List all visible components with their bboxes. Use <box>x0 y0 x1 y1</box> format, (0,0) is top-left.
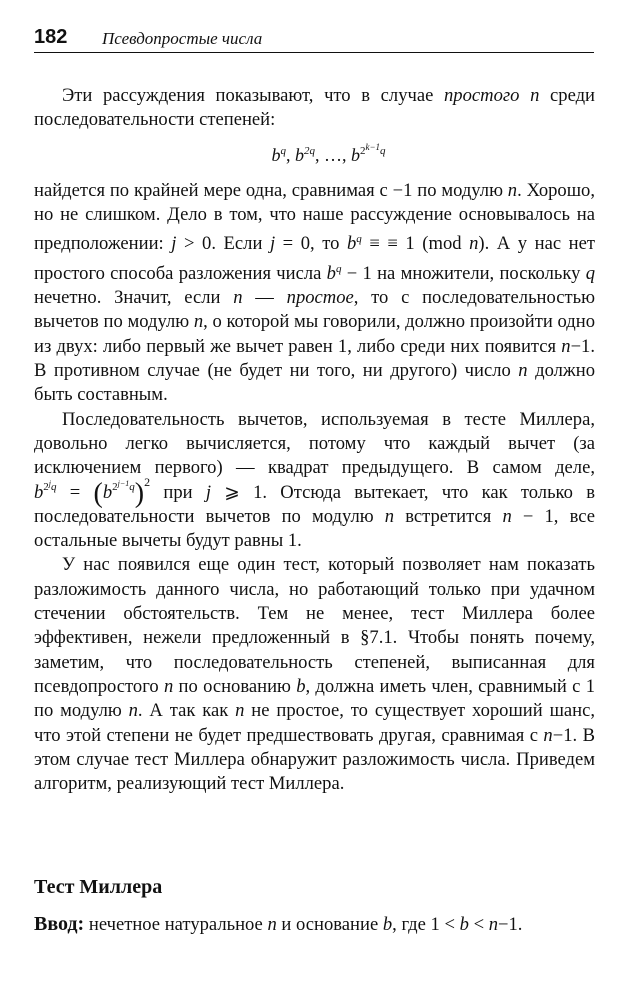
input-label: Ввод: <box>34 913 85 935</box>
body-text <box>34 84 595 796</box>
paragraph-1: Эти рассуждения показывают, что в случае простого n среди последовательности степеней: <box>34 85 595 131</box>
page-header <box>34 26 594 53</box>
running-title: Псевдопростые числа <box>102 29 263 48</box>
page-number: 182 <box>34 26 68 48</box>
algorithm-input-line: Ввод: нечетное натуральное n и основание b, где 1 < b < n−1. <box>34 913 523 935</box>
inline-formula-squares: $b^{2^jq} = (b^{2^{j-1}q})^2$ <box>34 474 151 509</box>
paragraph-4: У нас появился еще один тест, который позволяет нам показать разложимость данного числа, но работающий только при удачном стечении обстоятельств. Тем не менее, тест Миллера более эффективен, нежели предложенный в §7.1. Чтобы понять почему, заметим, что последовательность степеней, выписанная для псевдопростого n по основанию b, должна иметь член, сравнимый с 1 по модулю n. А так как n не простое, то существует хороший шанс, что этой степени не будет предшествовать другая, сравнимая с n−1. В этом случае тест Миллера обнаружит разложимость числа. Приведем алгоритм, реализующий тест Миллера. <box>34 554 596 795</box>
section-heading: Тест Миллера <box>34 876 163 898</box>
display-formula-powers: $b^q$, $b^{2q}$, …, $b^{2^{k-1}q}$ <box>271 141 386 165</box>
paragraph-2: найдется по крайней мере одна, сравнимая с −1 по модулю n. Хорошо, но не слишком. Дело в том, что наше рассуждение основывалось на предположении: j > 0. Если j = 0, то $b^q$ ≡ ≡ 1 (mod n). А у нас нет простого способа разложения числа $b^q - 1$ на множители, поскольку q нечетно. Значит, если n — простое, то с последовательностью вычетов по модулю n, о которой мы говорили, должно произойти одно из двух: либо первый же вычет равен 1, либо среди них появится n−1. В противном случае (не будет ни того, ни другого) число n должно быть составным. <box>34 179 596 406</box>
paragraph-3: Последовательность вычетов, используемая в тесте Миллера, довольно легко вычисляется, потому что каждый вычет (за исключением первого) — квадрат предыдущего. В самом деле, $b^{2^jq} = (b^{2^{j-1}q})^2$ при j ⩾ 1. Отсюда вытекает, что как только в последовательности вычетов по модулю n встретится n − 1, все остальные вычеты будут равны 1. <box>34 408 595 552</box>
